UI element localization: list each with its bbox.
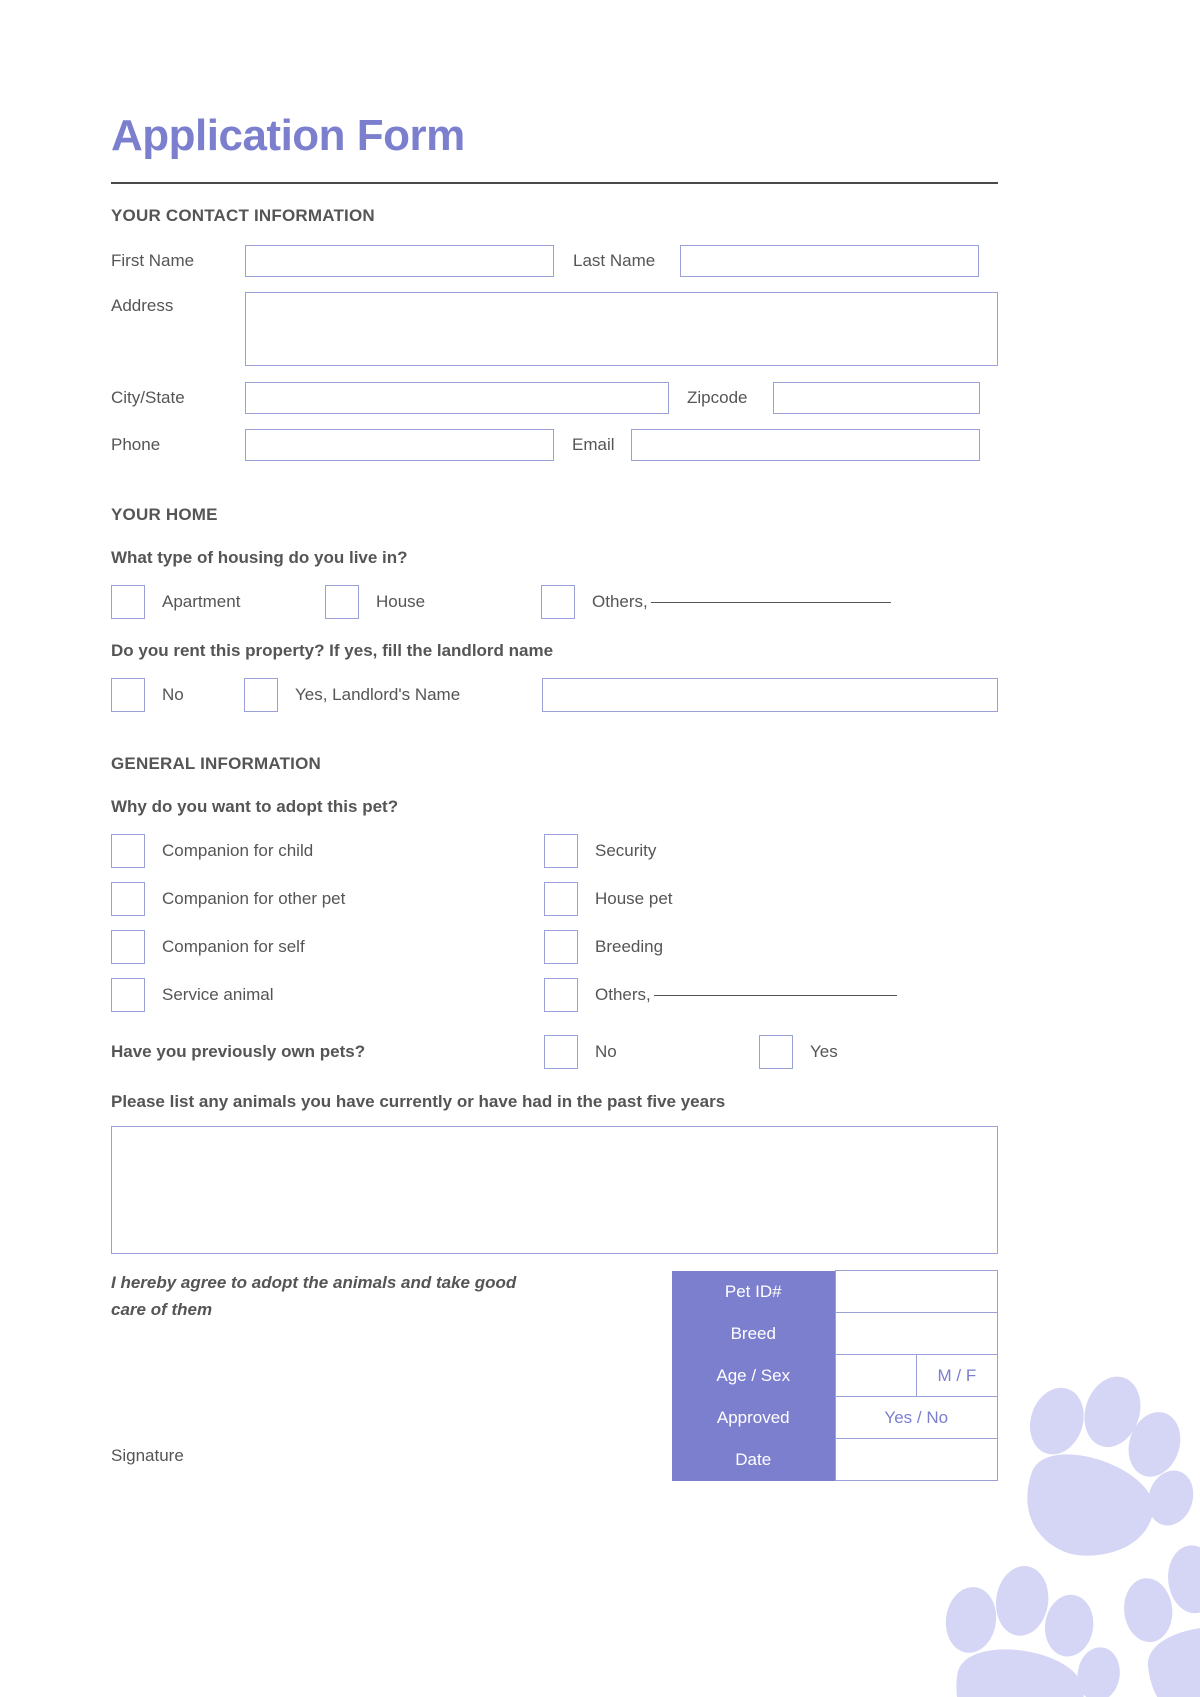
adopt-option-companion-child[interactable]: Companion for child: [111, 834, 544, 868]
email-input[interactable]: [631, 429, 980, 461]
housing-options-row: [111, 585, 998, 619]
page-title: Application Form: [111, 111, 465, 160]
rent-option-no[interactable]: No: [111, 678, 244, 712]
table-row: [672, 1313, 998, 1355]
table-row: [672, 1439, 998, 1481]
adopt-reason-row: [111, 882, 998, 916]
housing-type-question: What type of housing do you live in?: [111, 548, 408, 568]
checkbox-rent-yes[interactable]: [244, 678, 278, 712]
zipcode-label: Zipcode: [687, 388, 748, 408]
name-row: [111, 245, 998, 277]
date-input[interactable]: [835, 1439, 998, 1481]
adopt-others-blank-line[interactable]: [654, 995, 897, 996]
agreement-and-pet-table-row: [111, 1270, 998, 1481]
pet-id-label: Pet ID#: [672, 1271, 835, 1313]
pet-id-input[interactable]: [835, 1271, 998, 1313]
checkbox-housing-others[interactable]: [541, 585, 575, 619]
adopt-option-companion-self[interactable]: Companion for self: [111, 930, 544, 964]
checkbox-adopt-others[interactable]: [544, 978, 578, 1012]
adopt-option-house-pet[interactable]: House pet: [544, 882, 673, 916]
table-row: [672, 1397, 998, 1439]
phone-label: Phone: [111, 435, 161, 455]
checkbox-apartment[interactable]: [111, 585, 145, 619]
section-heading-contact: YOUR CONTACT INFORMATION: [111, 206, 375, 226]
list-animals-question: Please list any animals you have currently or have had in the past five years: [111, 1092, 726, 1112]
previous-pets-option-no[interactable]: No: [544, 1035, 759, 1069]
housing-option-house[interactable]: House: [325, 585, 541, 619]
breed-input[interactable]: [835, 1313, 998, 1355]
checkbox-service-animal[interactable]: [111, 978, 145, 1012]
sex-value[interactable]: M / F: [916, 1355, 997, 1397]
table-row: [672, 1355, 998, 1397]
section-heading-home: YOUR HOME: [111, 505, 218, 525]
rent-options-row: [111, 678, 998, 712]
checkbox-previous-pets-no[interactable]: [544, 1035, 578, 1069]
application-form-page: [111, 0, 998, 1481]
checkbox-house-pet[interactable]: [544, 882, 578, 916]
address-input[interactable]: [245, 292, 998, 366]
address-row: [111, 292, 998, 366]
first-name-label: First Name: [111, 251, 195, 271]
date-label: Date: [672, 1439, 835, 1481]
address-label: Address: [111, 296, 174, 316]
phone-row: [111, 429, 998, 461]
adopt-option-others[interactable]: Others,: [544, 978, 897, 1012]
housing-others-blank-line[interactable]: [651, 602, 891, 603]
age-input[interactable]: [835, 1355, 916, 1397]
housing-option-others[interactable]: Others,: [541, 585, 891, 619]
city-state-label: City/State: [111, 388, 185, 408]
rent-option-yes[interactable]: Yes, Landlord's Name: [244, 678, 542, 712]
city-state-input[interactable]: [245, 382, 669, 414]
landlord-name-input[interactable]: [542, 678, 998, 712]
signature-label: Signature: [111, 1446, 184, 1466]
city-state-row: [111, 382, 998, 414]
adopt-reason-question: Why do you want to adopt this pet?: [111, 797, 399, 817]
phone-input[interactable]: [245, 429, 554, 461]
last-name-label: Last Name: [573, 251, 656, 271]
rent-property-question: Do you rent this property? If yes, fill the landlord name: [111, 641, 554, 661]
last-name-input[interactable]: [680, 245, 979, 277]
adopt-reason-row: [111, 930, 998, 964]
adopt-reason-row: [111, 834, 998, 868]
adopt-option-security[interactable]: Security: [544, 834, 656, 868]
checkbox-companion-other-pet[interactable]: [111, 882, 145, 916]
agreement-text: I hereby agree to adopt the animals and take good care of them: [111, 1273, 517, 1319]
housing-option-apartment[interactable]: Apartment: [111, 585, 325, 619]
age-sex-label: Age / Sex: [672, 1355, 835, 1397]
approved-label: Approved: [672, 1397, 835, 1439]
checkbox-previous-pets-yes[interactable]: [759, 1035, 793, 1069]
checkbox-breeding[interactable]: [544, 930, 578, 964]
adopt-reason-row: [111, 978, 998, 1012]
pet-info-table: [672, 1270, 998, 1481]
title-divider: [111, 182, 998, 184]
first-name-input[interactable]: [245, 245, 554, 277]
approved-value[interactable]: Yes / No: [835, 1397, 998, 1439]
breed-label: Breed: [672, 1313, 835, 1355]
table-row: [672, 1271, 998, 1313]
checkbox-companion-self[interactable]: [111, 930, 145, 964]
adopt-option-breeding[interactable]: Breeding: [544, 930, 663, 964]
checkbox-house[interactable]: [325, 585, 359, 619]
adopt-option-service-animal[interactable]: Service animal: [111, 978, 544, 1012]
adopt-reason-grid: [111, 834, 998, 1012]
zipcode-input[interactable]: [773, 382, 980, 414]
section-heading-general: GENERAL INFORMATION: [111, 754, 321, 774]
previous-pets-option-yes[interactable]: Yes: [759, 1035, 838, 1069]
previous-pets-question: Have you previously own pets?: [111, 1042, 366, 1062]
checkbox-security[interactable]: [544, 834, 578, 868]
adopt-option-companion-other-pet[interactable]: Companion for other pet: [111, 882, 544, 916]
list-animals-textarea[interactable]: [111, 1126, 998, 1254]
checkbox-rent-no[interactable]: [111, 678, 145, 712]
email-label: Email: [572, 435, 615, 455]
checkbox-companion-child[interactable]: [111, 834, 145, 868]
previous-pets-row: [111, 1035, 998, 1069]
